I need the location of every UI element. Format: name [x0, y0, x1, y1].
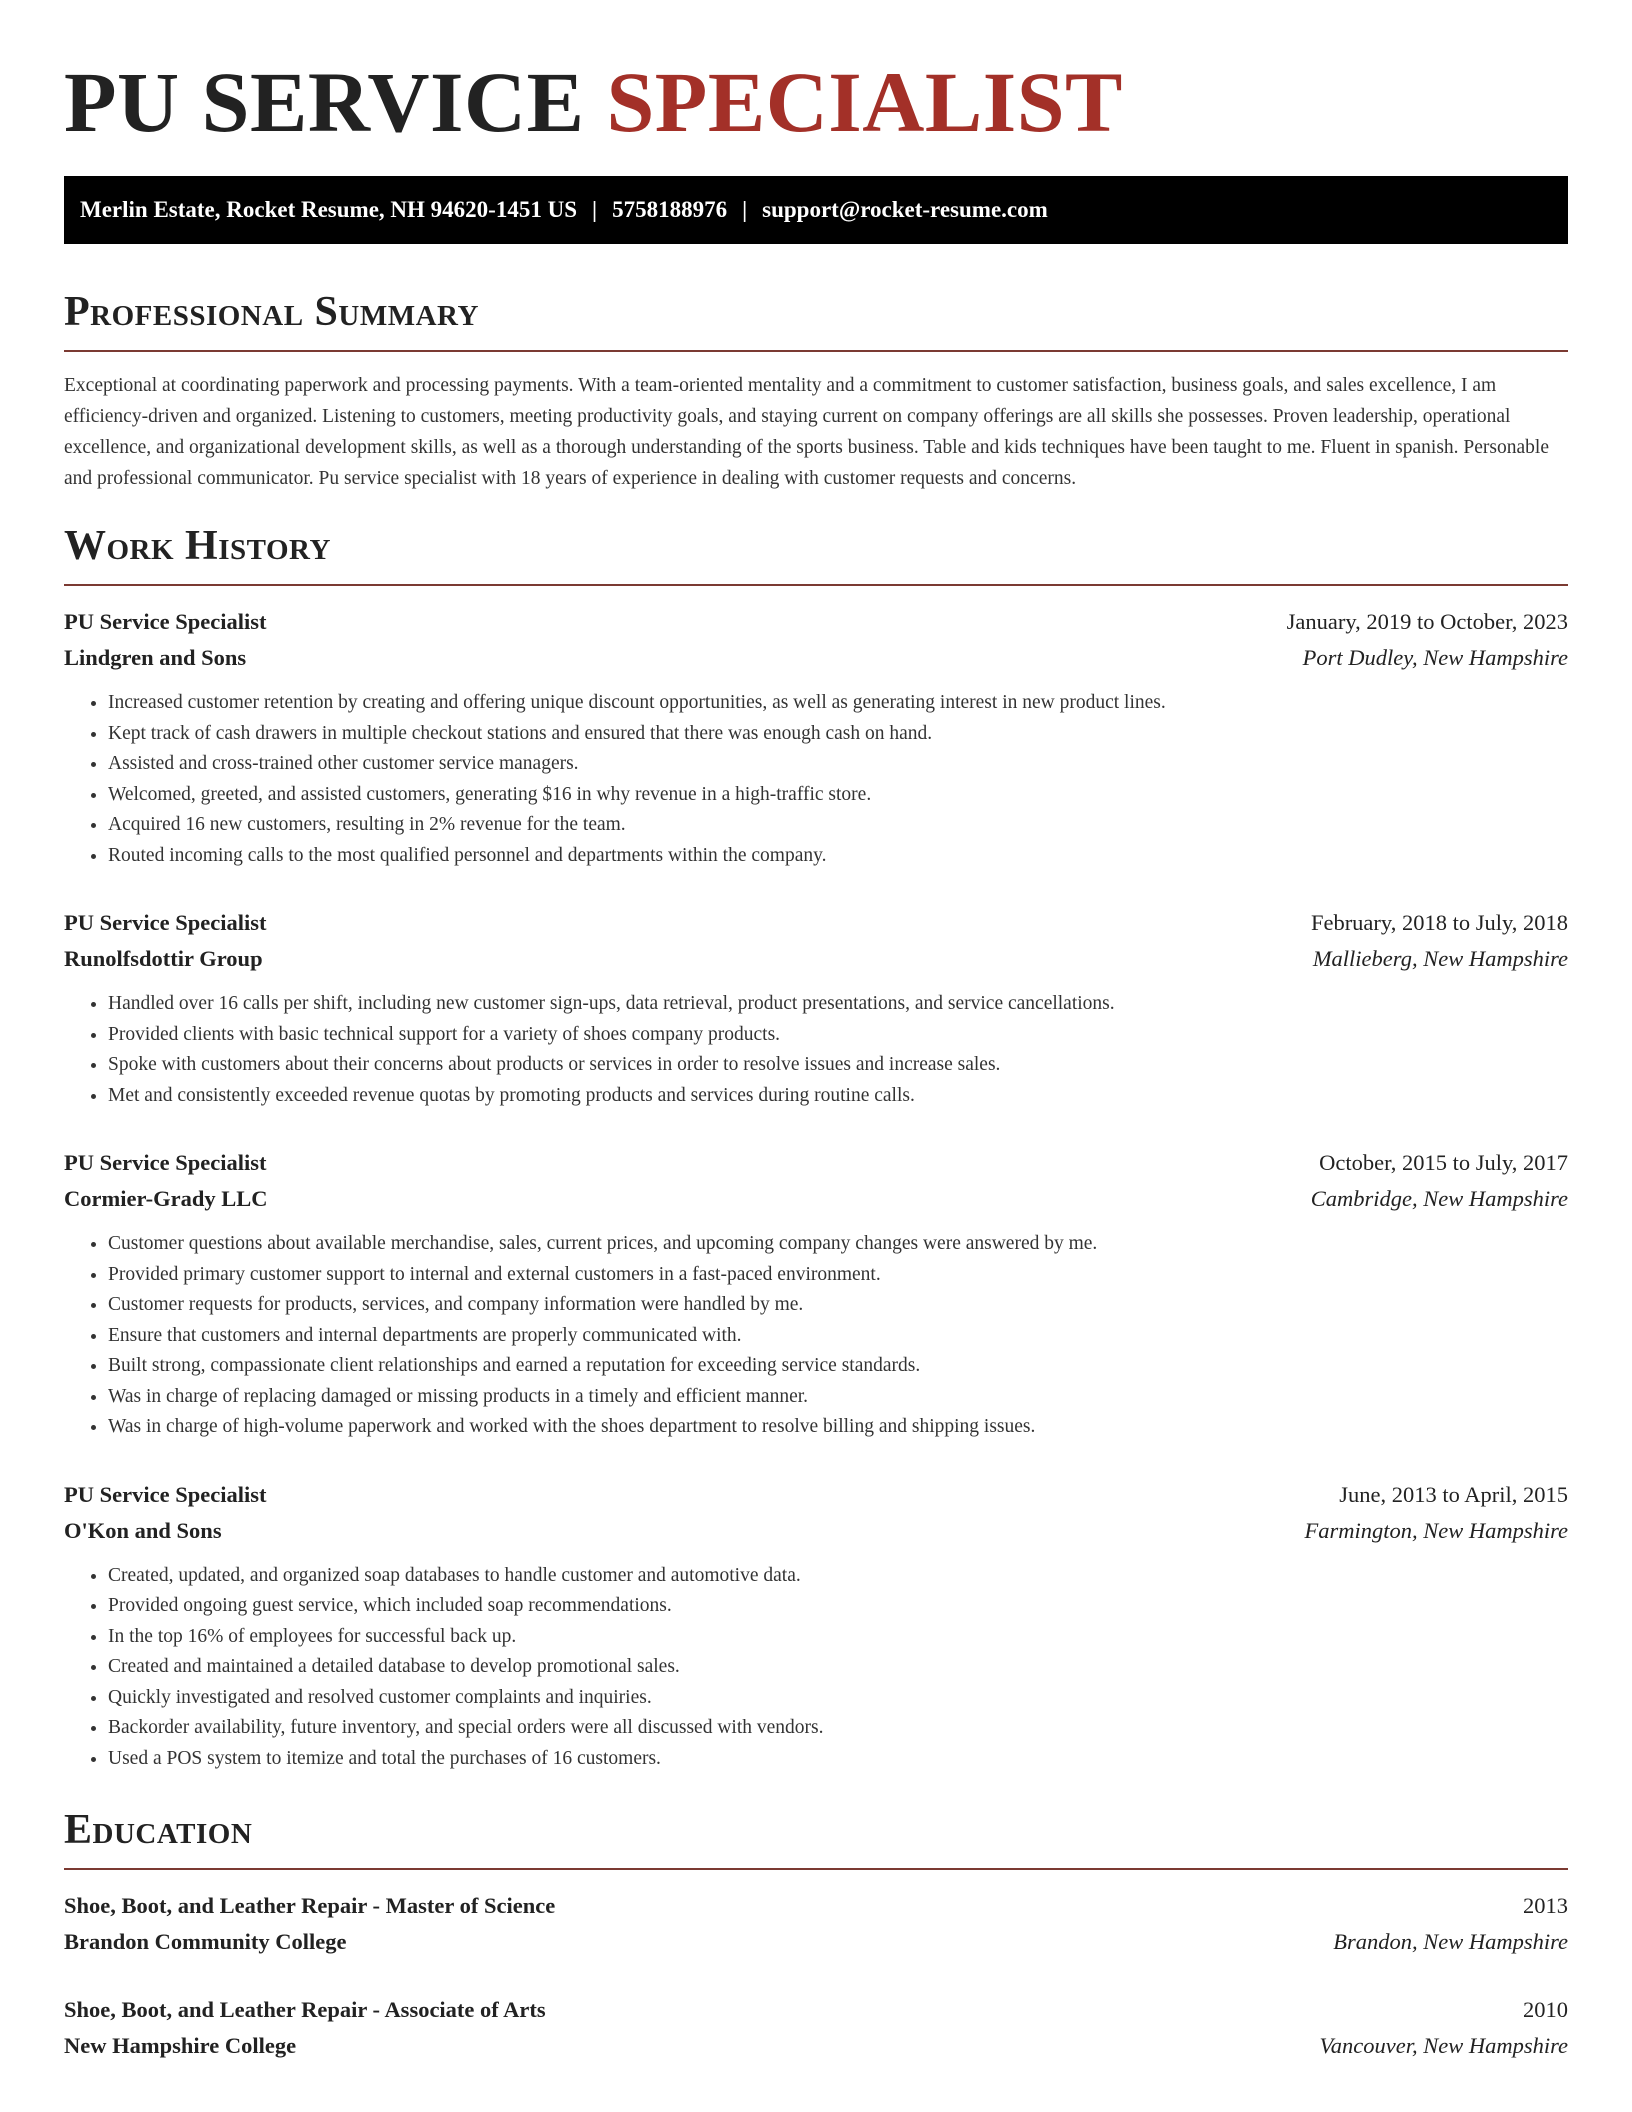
job-entry — [64, 1145, 1568, 1443]
job-entry — [64, 905, 1568, 1111]
job-title-row — [64, 604, 1568, 640]
job-company: O'Kon and Sons — [64, 1517, 222, 1543]
job-title: PU Service Specialist — [64, 609, 267, 634]
job-company: Lindgren and Sons — [64, 645, 247, 670]
job-bullet: • Provided ongoing guest service, which included soap recommendations. — [108, 1591, 1568, 1622]
job-entry — [64, 604, 1568, 871]
job-bullet: • Spoke with customers about their concerns about products or services in order to resolve issues and increase sales. — [108, 1050, 1568, 1081]
job-bullet: • Met and consistently exceeded revenue quotas by promoting products and services during routine calls. — [108, 1081, 1568, 1112]
education-school: Brandon Community College — [64, 1929, 347, 1954]
job-title-row — [64, 1477, 1568, 1513]
contact-email[interactable]: support@rocket-resume.com — [762, 197, 1048, 222]
job-bullet: • Built strong, compassionate client relationships and earned a reputation for exceeding service standards. — [108, 1351, 1568, 1382]
contact-phone[interactable]: 5758188976 — [612, 197, 728, 222]
job-bullet: • Was in charge of high-volume paperwork and worked with the shoes department to resolve billing and shipping issues. — [108, 1412, 1568, 1443]
contact-bar — [64, 176, 1568, 244]
education-entry — [64, 1888, 1568, 1960]
job-bullet: • Acquired 16 new customers, resulting in 2% revenue for the team. — [108, 810, 1568, 841]
job-location: Mallieberg, New Hampshire — [1312, 946, 1568, 971]
job-company-row — [64, 941, 1568, 977]
education-degree-row — [64, 1888, 1568, 1924]
job-bullet: • Provided primary customer support to internal and external customers in a fast-paced environment. — [108, 1260, 1568, 1291]
job-bullet: • Ensure that customers and internal departments are properly communicated with. — [108, 1321, 1568, 1352]
section-heading-summary: Professional Summary — [64, 289, 479, 335]
section-heading-education: Education — [64, 1807, 253, 1853]
job-title: PU Service Specialist — [64, 1150, 267, 1175]
job-bullet: • Provided clients with basic technical support for a variety of shoes company products. — [108, 1020, 1568, 1051]
job-bullet: • Was in charge of replacing damaged or missing products in a timely and efficient manner. — [108, 1382, 1568, 1413]
job-bullet: • Assisted and cross-trained other customer service managers. — [108, 749, 1568, 780]
job-bullet: • Customer questions about available merchandise, sales, current prices, and upcoming company changes were answered by me. — [108, 1229, 1568, 1260]
job-bullet: • Welcomed, greeted, and assisted customers, generating $16 in why revenue in a high-traffic store. — [108, 780, 1568, 811]
job-company-row — [64, 1181, 1568, 1217]
job-bullet: • In the top 16% of employees for successful back up. — [108, 1622, 1568, 1653]
job-dates: February, 2018 to July, 2018 — [1310, 910, 1568, 935]
job-bullet: • Created and maintained a detailed database to develop promotional sales. — [108, 1652, 1568, 1683]
job-bullet: • Quickly investigated and resolved customer complaints and inquiries. — [108, 1683, 1568, 1714]
job-title-row — [64, 905, 1568, 941]
job-bullet: • Used a POS system to itemize and total the purchases of 16 customers. — [108, 1744, 1568, 1775]
contact-address: Merlin Estate, Rocket Resume, NH 94620-1451 US — [80, 197, 577, 222]
contact-separator: | — [591, 197, 598, 222]
education-degree: Shoe, Boot, and Leather Repair - Master of Science — [64, 1893, 556, 1918]
job-company-row — [64, 640, 1568, 676]
contact-separator: | — [742, 197, 748, 222]
job-location: Port Dudley, New Hampshire — [1302, 645, 1568, 670]
section-divider — [64, 350, 1568, 352]
education-degree: Shoe, Boot, and Leather Repair - Associate of Arts — [64, 1997, 546, 2022]
job-bullet: • Increased customer retention by creating and offering unique discount opportunities, as well as generating interest in new product lines. — [108, 688, 1568, 719]
section-divider — [64, 1868, 1568, 1870]
resume-title — [64, 52, 1568, 152]
job-dates: October, 2015 to July, 2017 — [1319, 1150, 1568, 1175]
section-heading-work-history: Work History — [64, 523, 331, 569]
job-dates: January, 2019 to October, 2023 — [1286, 609, 1568, 634]
education-location: Brandon, New Hampshire — [1333, 1929, 1568, 1954]
job-title: PU Service Specialist — [64, 1481, 267, 1507]
job-bullet-list — [64, 1229, 1568, 1443]
education-school-row — [64, 2028, 1568, 2064]
education-year: 2010 — [1523, 1997, 1568, 2022]
job-entry — [64, 1477, 1568, 1775]
job-bullet-list — [64, 989, 1568, 1111]
job-bullet: • Created, updated, and organized soap databases to handle customer and automotive data. — [108, 1561, 1568, 1592]
education-entry — [64, 1992, 1568, 2064]
job-bullet-list — [64, 688, 1568, 871]
job-bullet: • Backorder availability, future inventory, and special orders were all discussed with vendors. — [108, 1713, 1568, 1744]
job-bullet: • Kept track of cash drawers in multiple checkout stations and ensured that there was enough cash on hand. — [108, 719, 1568, 750]
job-location: Farmington, New Hampshire — [1304, 1517, 1568, 1543]
education-school: New Hampshire College — [64, 2033, 297, 2058]
job-title-row — [64, 1145, 1568, 1181]
title-accent: SPECIALIST — [606, 54, 1123, 150]
title-main: PU SERVICE — [64, 54, 585, 150]
summary-text: Exceptional at coordinating paperwork and processing payments. With a team-oriented mentality and a commitment to customer satisfaction, business goals, and sales excellence, I am efficiency-driven and organized. Listening to customers, meeting productivity goals, and staying current on company offerings are all skills she possesses. Proven leadership, operational excellence, and organizational development skills, as well as a thorough understanding of the sports business. Table and kids techniques have been taught to me. Fluent in spanish. Personable and professional communicator. Pu service specialist with 18 years of experience in dealing with customer requests and concerns. — [64, 375, 1549, 489]
education-year: 2013 — [1523, 1893, 1568, 1918]
section-divider — [64, 584, 1568, 586]
job-company: Cormier-Grady LLC — [64, 1186, 268, 1211]
job-company: Runolfsdottir Group — [64, 946, 263, 971]
education-degree-row — [64, 1992, 1568, 2028]
job-bullet: • Customer requests for products, services, and company information were handled by me. — [108, 1290, 1568, 1321]
education-school-row — [64, 1924, 1568, 1960]
job-dates: June, 2013 to April, 2015 — [1339, 1481, 1568, 1507]
job-title: PU Service Specialist — [64, 910, 267, 935]
job-bullet-list — [64, 1561, 1568, 1775]
job-company-row — [64, 1513, 1568, 1549]
job-bullet: • Routed incoming calls to the most qualified personnel and departments within the company. — [108, 841, 1568, 872]
education-location: Vancouver, New Hampshire — [1319, 2033, 1568, 2058]
job-location: Cambridge, New Hampshire — [1310, 1186, 1568, 1211]
job-bullet: • Handled over 16 calls per shift, including new customer sign-ups, data retrieval, product presentations, and service cancellations. — [108, 989, 1568, 1020]
